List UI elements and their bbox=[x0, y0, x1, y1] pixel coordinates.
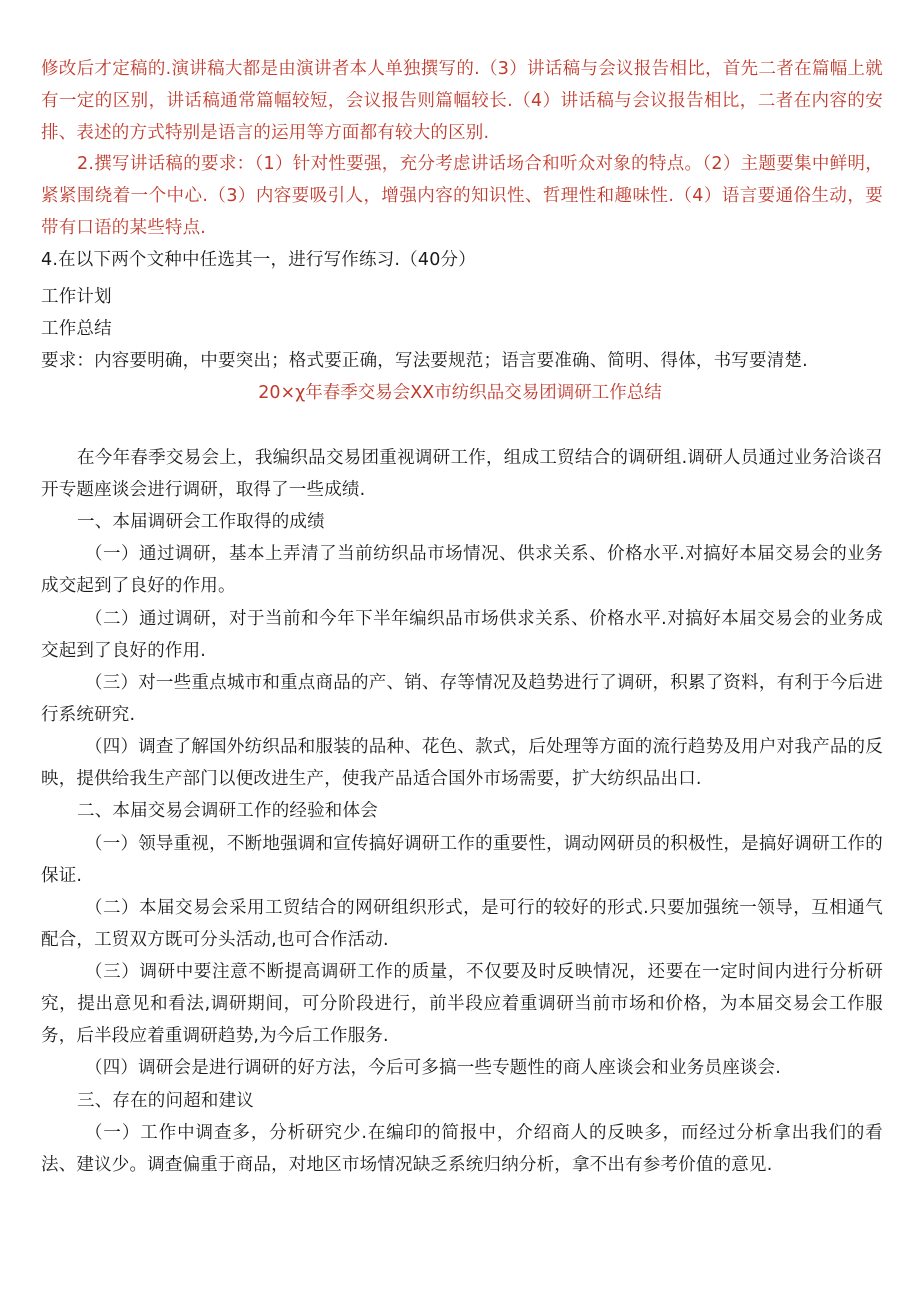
section-2-item: （二）本届交易会采用工贸结合的网研组织形式，是可行的较好的形式.只要加强统一领导，互相通气配合，工贸双方既可分头活动,也可合作活动. bbox=[41, 898, 883, 950]
question-4: 4.在以下两个文种中任选其一，进行写作练习.（40分） bbox=[41, 250, 476, 270]
paragraph-speech-vs-report: 修改后才定稿的.演讲稿大都是由演讲者本人单独撰写的.（3）讲话稿与会议报告相比，首先二者在篇幅上就有一定的区别，讲话稿通常篇幅较短，会议报告则篇幅较长.（4）讲话稿与会议报告相比，二者在内容的安排、表述的方式特别是语言的运用等方面都有较大的区别. bbox=[41, 59, 883, 143]
section-1-heading: 一、本届调研会工作取得的成绩 bbox=[77, 512, 325, 532]
section-1-item: （二）通过调研，对于当前和今年下半年编织品市场供求关系、价格水平.对搞好本届交易会的业务成交起到了良好的作用. bbox=[41, 609, 883, 661]
essay-title: 20×χ年春季交易会XX市纺织品交易团调研工作总结 bbox=[258, 383, 662, 403]
section-3-item: （一）工作中调查多，分析研究少.在编印的简报中，介绍商人的反映多，而经过分析拿出我们的看法、建议少。调查偏重于商品，对地区市场情况缺乏系统归纳分析，拿不出有参考价值的意见. bbox=[41, 1123, 883, 1175]
section-2-item: （一）领导重视，不断地强调和宣传搞好调研工作的重要性，调动网研员的积极性，是搞好调研工作的保证. bbox=[41, 834, 883, 886]
section-2-item: （三）调研中要注意不断提高调研工作的质量，不仅要及时反映情况，还要在一定时间内进行分析研究，提出意见和看法,调研期间，可分阶段进行，前半段应着重调研当前市场和价格，为本届交易会工作服务，后半段应着重调研趋势,为今后工作服务. bbox=[41, 962, 883, 1046]
section-2-item: （四）调研会是进行调研的好方法，今后可多搞一些专题性的商人座谈会和业务员座谈会. bbox=[85, 1058, 782, 1078]
section-3-heading: 三、存在的问超和建议 bbox=[77, 1091, 254, 1111]
question-requirements: 要求：内容要明确，中要突出；格式要正确，写法要规范；语言要准确、简明、得体，书写要清楚. bbox=[41, 351, 808, 371]
option-work-summary: 工作总结 bbox=[41, 319, 112, 339]
section-1-item: （三）对一些重点城市和重点商品的产、销、存等情况及趋势进行了调研，积累了资料，有利于今后进行系统研究. bbox=[41, 673, 883, 725]
section-1-item: （一）通过调研，基本上弄清了当前纺织品市场情况、供求关系、价格水平.对搞好本届交易会的业务成交起到了良好的作用。 bbox=[41, 544, 883, 596]
paragraph-speech-requirements: 2.撰写讲话稿的要求：（1）针对性要强，充分考虑讲话场合和听众对象的特点。（2）主题要集中鲜明，紧紧围绕着一个中心.（3）内容要吸引人，增强内容的知识性、哲理性和趣味性.（4）语言要通俗生动，要带有口语的某些特点. bbox=[41, 154, 883, 238]
option-work-plan: 工作计划 bbox=[41, 287, 112, 307]
section-1-item: （四）调查了解国外纺织品和服装的品种、花色、款式，后处理等方面的流行趋势及用户对我产品的反映，提供给我生产部门以便改进生产，使我产品适合国外市场需要，扩大纺织品出口. bbox=[41, 737, 883, 789]
essay-intro: 在今年春季交易会上，我编织品交易团重视调研工作，组成工贸结合的调研组.调研人员通过业务洽谈召开专题座谈会进行调研，取得了一些成绩. bbox=[41, 448, 883, 500]
section-2-heading: 二、本届交易会调研工作的经验和体会 bbox=[77, 801, 378, 821]
